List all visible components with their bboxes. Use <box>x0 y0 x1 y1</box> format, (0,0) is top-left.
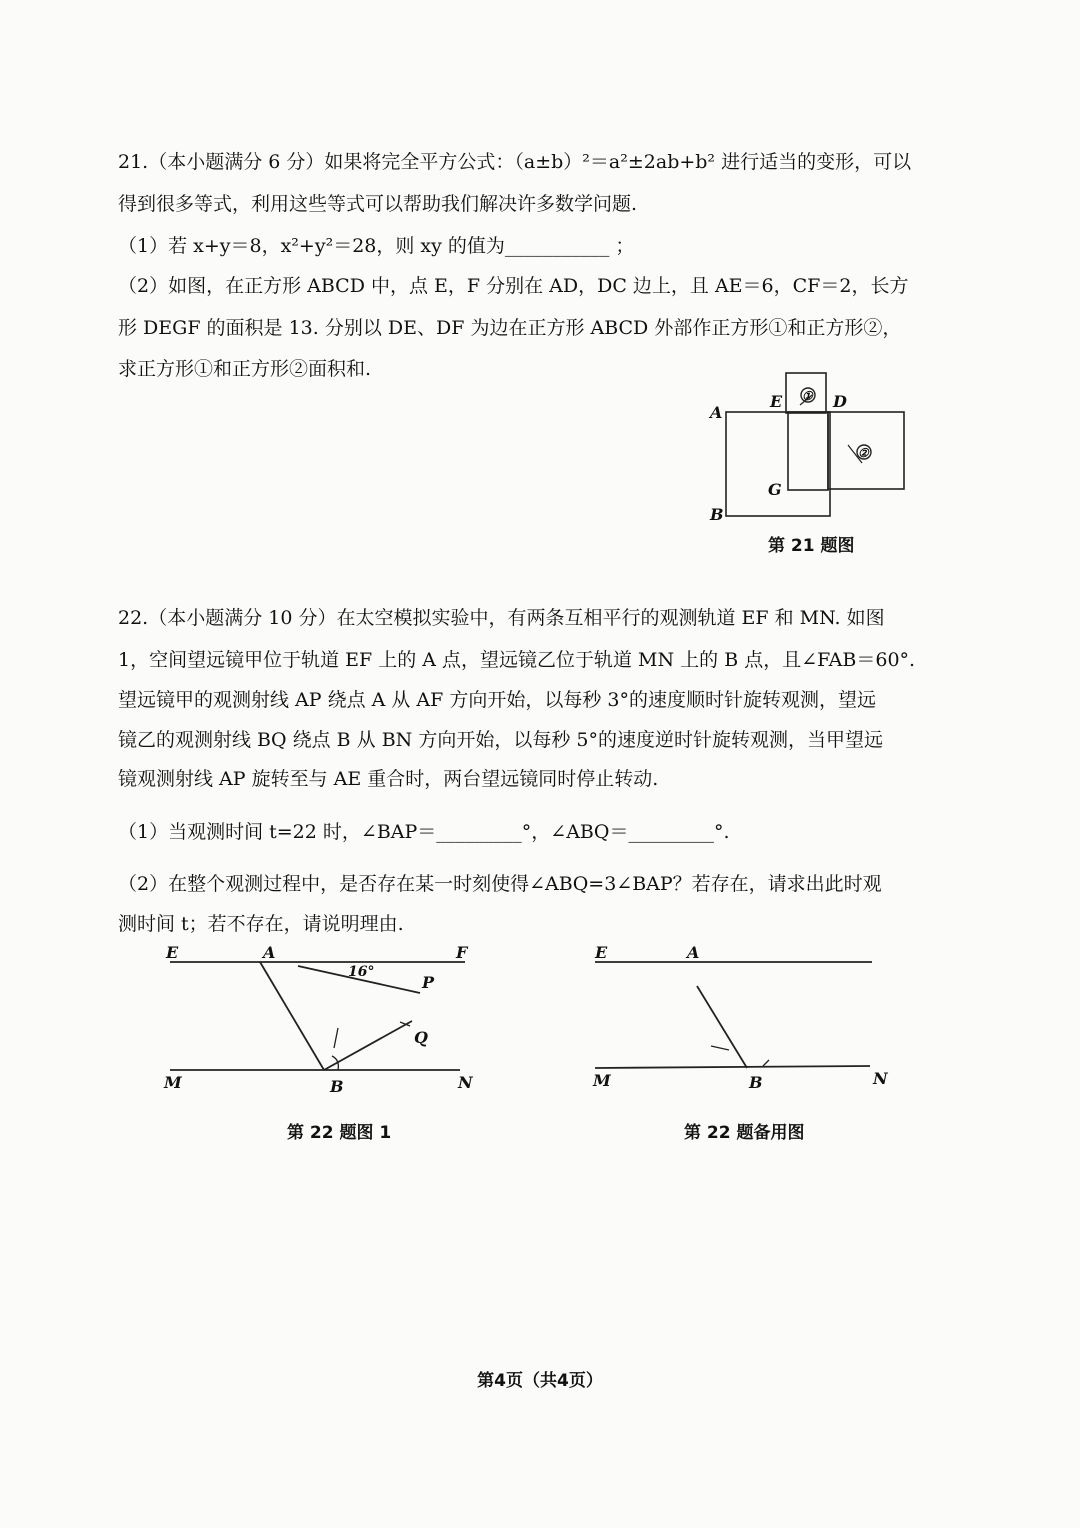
segment-ab <box>697 986 747 1068</box>
q22-line-5: 镜观测射线 AP 旋转至与 AE 重合时，两台望远镜同时停止转动. <box>118 768 659 790</box>
q21-part-2-line-2: 形 DEGF 的面积是 13. 分别以 DE、DF 为边在正方形 ABCD 外部作正方形①和正方形②， <box>118 317 902 339</box>
q22-part-1: （1）当观测时间 t=22 时，∠BAP＝_________°，∠ABQ＝_________°. <box>118 821 730 843</box>
q21-figure-caption: 第 21 题图 <box>768 536 855 556</box>
label-b: B <box>330 1077 344 1096</box>
q21-part-2-line-1: （2）如图，在正方形 ABCD 中，点 E，F 分别在 AD，DC 边上，且 AE＝6，CF＝2，长方 <box>118 275 909 297</box>
q21-line-1: 21.（本小题满分 6 分）如果将完全平方公式：（a±b）²＝a²±2ab+b² 进行适当的变形，可以 <box>118 151 912 173</box>
label-f: F <box>456 943 468 962</box>
q22-line-1: 22.（本小题满分 10 分）在太空模拟实验中，有两条互相平行的观测轨道 EF 和 MN. 如图 <box>118 607 885 629</box>
label-m: M <box>164 1073 182 1092</box>
q22-figure-spare-caption: 第 22 题备用图 <box>684 1123 805 1143</box>
label-g: G <box>768 480 782 499</box>
segment-ab <box>260 962 324 1070</box>
label-a: A <box>687 943 700 962</box>
label-square-1: ① <box>802 389 813 403</box>
q21-line-2: 得到很多等式，利用这些等式可以帮助我们解决许多数学问题. <box>118 193 638 215</box>
label-d: D <box>833 392 847 411</box>
label-q: Q <box>414 1028 428 1047</box>
label-n: N <box>458 1073 473 1092</box>
q21-part-2-line-3: 求正方形①和正方形②面积和. <box>118 358 372 380</box>
label-e: E <box>166 943 179 962</box>
label-m: M <box>593 1071 611 1090</box>
q22-line-3: 望远镜甲的观测射线 AP 绕点 A 从 AF 方向开始，以每秒 3°的速度顺时针旋转观测，望远 <box>118 689 876 711</box>
q22-figure-spare <box>585 938 895 1098</box>
q22-line-4: 镜乙的观测射线 BQ 绕点 B 从 BN 方向开始，以每秒 5°的速度逆时针旋转观测，当甲望远 <box>118 729 883 751</box>
ray-bq <box>324 1021 412 1070</box>
label-n: N <box>873 1069 888 1088</box>
label-e: E <box>770 392 783 411</box>
label-p: P <box>422 973 435 992</box>
q22-figure-1-caption: 第 22 题图 1 <box>287 1123 392 1143</box>
label-angle: 16° <box>348 964 375 980</box>
q21-figure <box>700 365 920 535</box>
label-b: B <box>749 1073 763 1092</box>
label-b: B <box>710 505 724 524</box>
label-a: A <box>263 943 276 962</box>
q22-line-2: 1，空间望远镜甲位于轨道 EF 上的 A 点，望远镜乙位于轨道 MN 上的 B 点，且∠FAB＝60°. <box>118 649 916 671</box>
q21-part-1: （1）若 x+y＝8，x²+y²＝28，则 xy 的值为___________ ； <box>118 235 635 257</box>
label-square-2: ② <box>858 446 869 460</box>
page-footer: 第4页（共4页） <box>477 1371 603 1391</box>
line-mn <box>595 1066 870 1068</box>
square-abcd <box>726 412 830 516</box>
label-a: A <box>710 403 723 422</box>
pen-mark <box>800 395 862 463</box>
q22-figure-1 <box>160 938 490 1098</box>
label-e: E <box>595 943 608 962</box>
q22-part-2-line-1: （2）在整个观测过程中，是否存在某一时刻使得∠ABQ=3∠BAP？若存在，请求出此时观 <box>118 873 882 895</box>
q22-part-2-line-2: 测时间 t；若不存在，请说明理由. <box>118 913 404 935</box>
rectangle-degf <box>788 412 828 490</box>
